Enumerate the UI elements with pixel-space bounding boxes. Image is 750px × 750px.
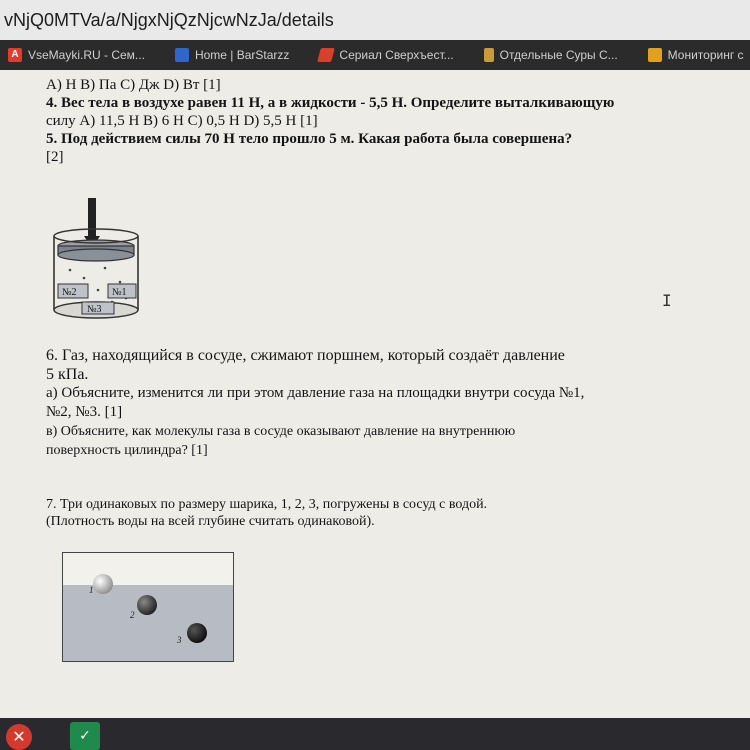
address-bar[interactable]: vNjQ0MTVa/a/NjgxNjQzNjcwNzJa/details: [0, 0, 750, 40]
ball-3-label: 3: [177, 635, 182, 645]
ball-1: [93, 574, 113, 594]
bookmark-barstarzz[interactable]: [167, 48, 289, 62]
bookmark-label: Отдельные Суры С...: [499, 48, 618, 62]
ball-2: [137, 595, 157, 615]
vessel-figure: [62, 552, 234, 662]
q5-text: 5. Под действием силы 70 Н тело прошло 5 м. Какая работа была совершена?: [46, 131, 573, 147]
questions-3-5: [46, 76, 706, 166]
bookmark-label: Мониторинг с: [667, 48, 744, 62]
piston-cylinder-figure: [50, 198, 160, 330]
bookmark-monitoring[interactable]: [640, 48, 744, 62]
q6a-text-cont: №2, №3. [1]: [46, 404, 123, 420]
ball-1-label: 1: [89, 585, 94, 595]
ball-3: [187, 623, 207, 643]
bookmark-sury[interactable]: [476, 48, 618, 62]
q7-text-cont: (Плотность воды на всей глубине считать одинаковой).: [46, 514, 375, 529]
taskbar-app-icon[interactable]: ✓: [70, 722, 100, 750]
text-cursor-icon: I: [662, 291, 672, 310]
bookmarks-bar: [0, 40, 750, 70]
bookmark-label: Сериал Сверхъест...: [339, 48, 454, 62]
barstarzz-icon: [175, 48, 189, 62]
balls-layer: [63, 553, 233, 661]
question-7: [46, 496, 706, 530]
area-1-label: №1: [112, 287, 127, 298]
taskbar: [0, 718, 750, 750]
bookmark-label: Home | BarStarzz: [194, 48, 290, 62]
q6b-text: в) Объясните, как молекулы газа в сосуде оказывают давление на внутреннюю: [46, 424, 516, 439]
bookmark-serial[interactable]: [311, 48, 453, 62]
bookmark-vsemayki[interactable]: [0, 48, 145, 62]
q6b-text-cont: поверхность цилиндра? [1]: [46, 443, 208, 458]
q4-options: силу A) 11,5 Н B) 6 Н C) 0,5 Н D) 5,5 Н [1]: [46, 113, 318, 129]
close-app-icon[interactable]: ✕: [6, 724, 32, 750]
q3-options: A) Н В) Па С) Дж D) Вт [1]: [46, 77, 221, 93]
bookmark-icon: [484, 48, 494, 62]
q4-text: 4. Вес тела в воздухе равен 11 Н, а в жидкости - 5,5 Н. Определите выталкивающую: [46, 95, 615, 111]
vsemayki-icon: A: [8, 48, 22, 62]
document-page: [0, 70, 750, 718]
area-2-label: №2: [62, 287, 77, 298]
q7-text: 7. Три одинаковых по размеру шарика, 1, 2, 3, погружены в сосуд с водой.: [46, 497, 488, 512]
q6-text: 6. Газ, находящийся в сосуде, сжимают поршнем, который создаёт давление: [46, 347, 565, 364]
question-6: [46, 346, 706, 460]
bookmark-label: VseMayki.RU - Сем...: [28, 48, 145, 62]
area-3-label: №3: [87, 304, 102, 315]
q6a-text: а) Объясните, изменится ли при этом давление газа на площадки внутри сосуда №1,: [46, 385, 585, 401]
serial-icon: [318, 48, 336, 62]
ball-2-label: 2: [130, 610, 135, 620]
monitoring-icon: [648, 48, 662, 62]
q6-text-cont: 5 кПа.: [46, 366, 89, 383]
q5-points: [2]: [46, 149, 64, 165]
